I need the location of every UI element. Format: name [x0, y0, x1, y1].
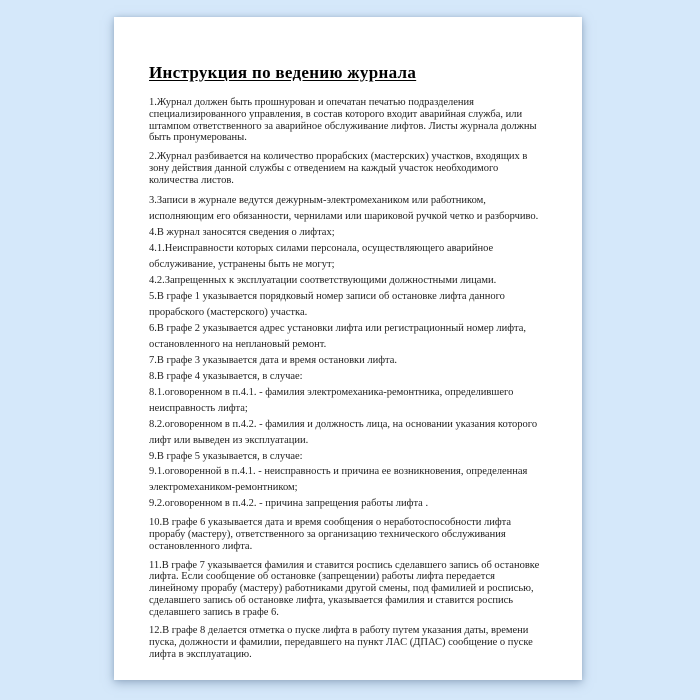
paragraph-3: 3.Записи в журнале ведутся дежурным-электромехаником или работником, исполняющим его обязанности, чернилами или шариковой ручкой четко и разборчиво. — [149, 195, 539, 223]
paragraph-12: 12.В графе 8 делается отметка о пуске лифта в работу путем указания даты, времени пуска, должности и фамилии, передавшего на пункт ЛАС (ДПАС) сообщение о пуске лифта в эксплуатацию. — [149, 625, 533, 660]
document-title: Инструкция по ведению журнала — [149, 63, 417, 82]
paragraph-6: 6.В графе 2 указывается адрес установки лифта или регистрационный номер лифта, остановленного на неплановый ремонт. — [149, 322, 527, 350]
paragraph-1: 1.Журнал должен быть прошнурован и опечатан печатью подразделения специализированного управления, в состав которого входит аварийная служба, или штампом ответственного за аварийное обслуживание лифтов. Листы журнала должны быть пронумерованы. — [149, 97, 537, 144]
paragraph-4.1: 4.1.Неисправности которых силами персонала, осуществляющего аварийное обслуживание, устранены быть не могут; — [149, 243, 494, 271]
paragraph-2: 2.Журнал разбивается на количество прорабских (мастерских) участков, входящих в зону действия данной службы с отведением на каждый участок необходимого количества листов. — [149, 151, 528, 186]
paragraph-9.1: 9.1.оговоренной в п.4.1. - неисправность и причина ее возникновения, определенная электромехаником-ремонтником; — [149, 466, 528, 494]
paragraph-11: 11.В графе 7 указывается фамилия и ставится роспись сделавшего запись об остановке лифта. Если сообщение об остановке (запрещении) работы лифта передается линейному прорабу (мастеру) работниками другой смены, под фамилией и росписью, сделавшего запись об остановке лифта, указывается фамилия и ставится роспись сделавшего запись в графе 6. — [149, 559, 540, 618]
paragraph-10: 10.В графе 6 указывается дата и время сообщения о неработоспособности лифта прорабу (мастеру), ответственного за организацию технического обслуживания остановленного лифта. — [149, 517, 512, 552]
paragraph-8: 8.В графе 4 указывается, в случае: — [149, 370, 303, 382]
paragraph-9: 9.В графе 5 указывается, в случае: — [149, 450, 303, 462]
paragraph-5: 5.В графе 1 указывается порядковый номер записи об остановке лифта данного прорабского (мастерского) участка. — [149, 290, 505, 318]
paragraph-8.1: 8.1.оговоренном в п.4.1. - фамилия электромеханика-ремонтника, определившего неисправность лифта; — [149, 386, 514, 414]
paragraph-7: 7.В графе 3 указывается дата и время остановки лифта. — [149, 354, 398, 366]
paragraph-4.2: 4.2.Запрещенных к эксплуатации соответствующими должностными лицами. — [149, 275, 497, 287]
paragraph-8.2: 8.2.оговоренном в п.4.2. - фамилия и должность лица, на основании указания которого лифт или выведен из эксплуатации. — [149, 418, 538, 446]
paragraph-9.2: 9.2.оговоренном в п.4.2. - причина запрещения работы лифта . — [149, 498, 429, 510]
paragraph-4: 4.В журнал заносятся сведения о лифтах; — [149, 227, 335, 239]
document-body — [149, 97, 544, 661]
document-page — [114, 17, 582, 680]
